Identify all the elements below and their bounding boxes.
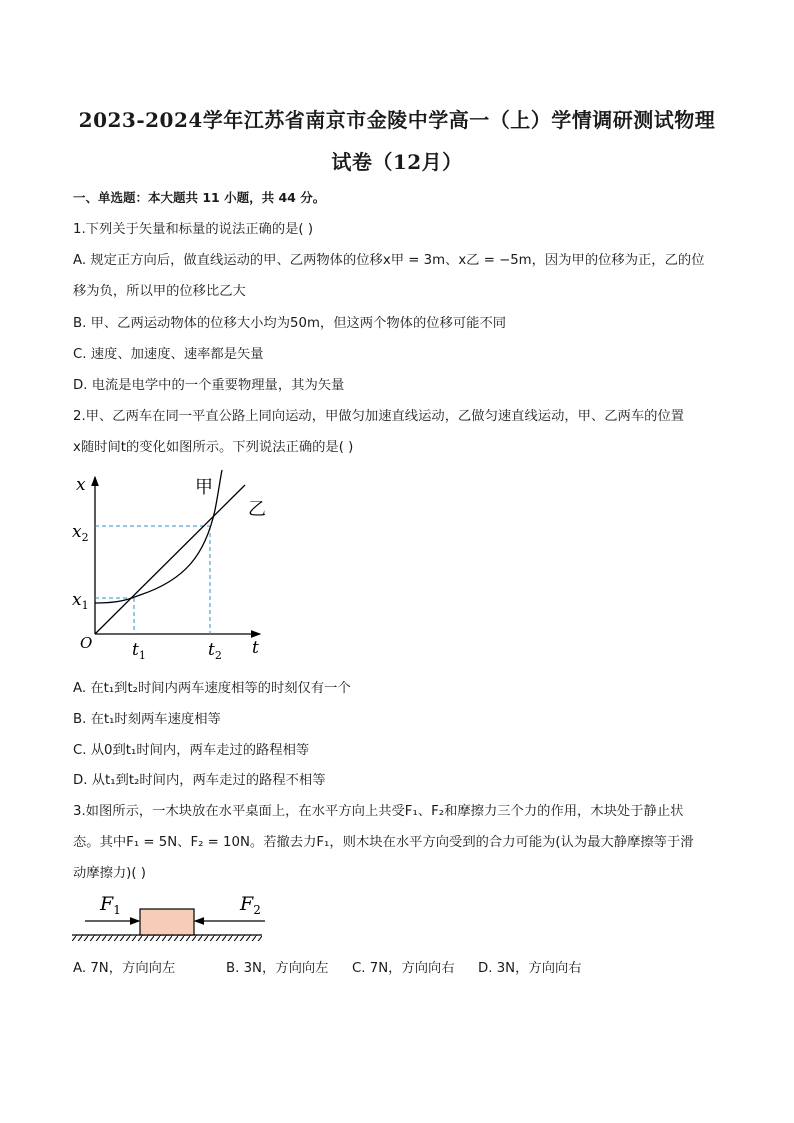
q3-stem-line3: 动摩擦力)( ) — [73, 866, 146, 881]
origin-label: O — [80, 634, 93, 652]
exam-title-line1: 2023-2024学年江苏省南京市金陵中学高一（上）学情调研测试物理 — [78, 108, 716, 132]
q1-option-d: D. 电流是电学中的一个重要物理量，其为矢量 — [73, 378, 345, 393]
q3-option-d: D. 3N，方向向右 — [478, 961, 582, 976]
x-axis-label: t — [252, 638, 259, 658]
q1-option-c: C. 速度、加速度、速率都是矢量 — [73, 347, 264, 362]
q2-stem-line1: 2.甲、乙两车在同一平直公路上同向运动，甲做匀加速直线运动，乙做匀速直线运动，甲、乙两车的位置 — [73, 409, 685, 424]
x2-label: $x_2$ — [72, 522, 89, 544]
section-heading: 一、单选题：本大题共 11 小题，共 44 分。 — [73, 190, 326, 205]
wood-block — [140, 909, 194, 935]
q2-stem-line2: x随时间t的变化如图所示。下列说法正确的是( ) — [73, 440, 354, 455]
curve-jia-label: 甲 — [195, 477, 213, 498]
q1-stem: 1.下列关于矢量和标量的说法正确的是( ) — [73, 222, 314, 237]
t2-label: $t_2$ — [208, 640, 222, 662]
q3-option-a: A. 7N，方向向左 — [73, 961, 176, 976]
q1-option-a-line1: A. 规定正方向后，做直线运动的甲、乙两物体的位移x甲 = 3m、x乙 = −5m，因为甲的位移为正，乙的位 — [73, 253, 705, 268]
q2-option-a: A. 在t₁到t₂时间内两车速度相等的时刻仅有一个 — [73, 681, 351, 696]
q2-option-b: B. 在t₁时刻两车速度相等 — [73, 712, 221, 727]
q3-force-diagram — [70, 888, 270, 948]
q3-option-c: C. 7N，方向向右 — [352, 961, 455, 976]
q2-xt-graph — [60, 465, 280, 665]
q3-stem-line2: 态。其中F₁ = 5N、F₂ = 10N。若撤去力F₁，则木块在水平方向受到的合力可能为(认为最大静摩擦等于滑 — [73, 835, 694, 850]
q1-option-b: B. 甲、乙两运动物体的位移大小均为50m，但这两个物体的位移可能不同 — [73, 316, 507, 331]
y-axis-label: x — [76, 475, 86, 495]
q3-stem-line1: 3.如图所示，一木块放在水平桌面上，在水平方向上共受F₁、F₂和摩擦力三个力的作用，木块处于静止状 — [73, 804, 684, 819]
ground-hatching — [72, 935, 262, 941]
q1-option-a-line2: 移为负，所以甲的位移比乙大 — [73, 284, 246, 299]
q3-option-b: B. 3N，方向向左 — [226, 961, 329, 976]
q2-option-d: D. 从t₁到t₂时间内，两车走过的路程不相等 — [73, 773, 326, 788]
exam-title-line2: 试卷（12月） — [331, 150, 463, 174]
line-yi — [95, 485, 245, 634]
line-yi-label: 乙 — [248, 499, 266, 520]
force-f1-label: $F_1$ — [100, 893, 121, 917]
x1-label: $x_1$ — [72, 590, 89, 612]
t1-label: $t_1$ — [132, 640, 146, 662]
force-f2-label: $F_2$ — [240, 893, 261, 917]
q2-option-c: C. 从0到t₁时间内，两车走过的路程相等 — [73, 743, 310, 758]
